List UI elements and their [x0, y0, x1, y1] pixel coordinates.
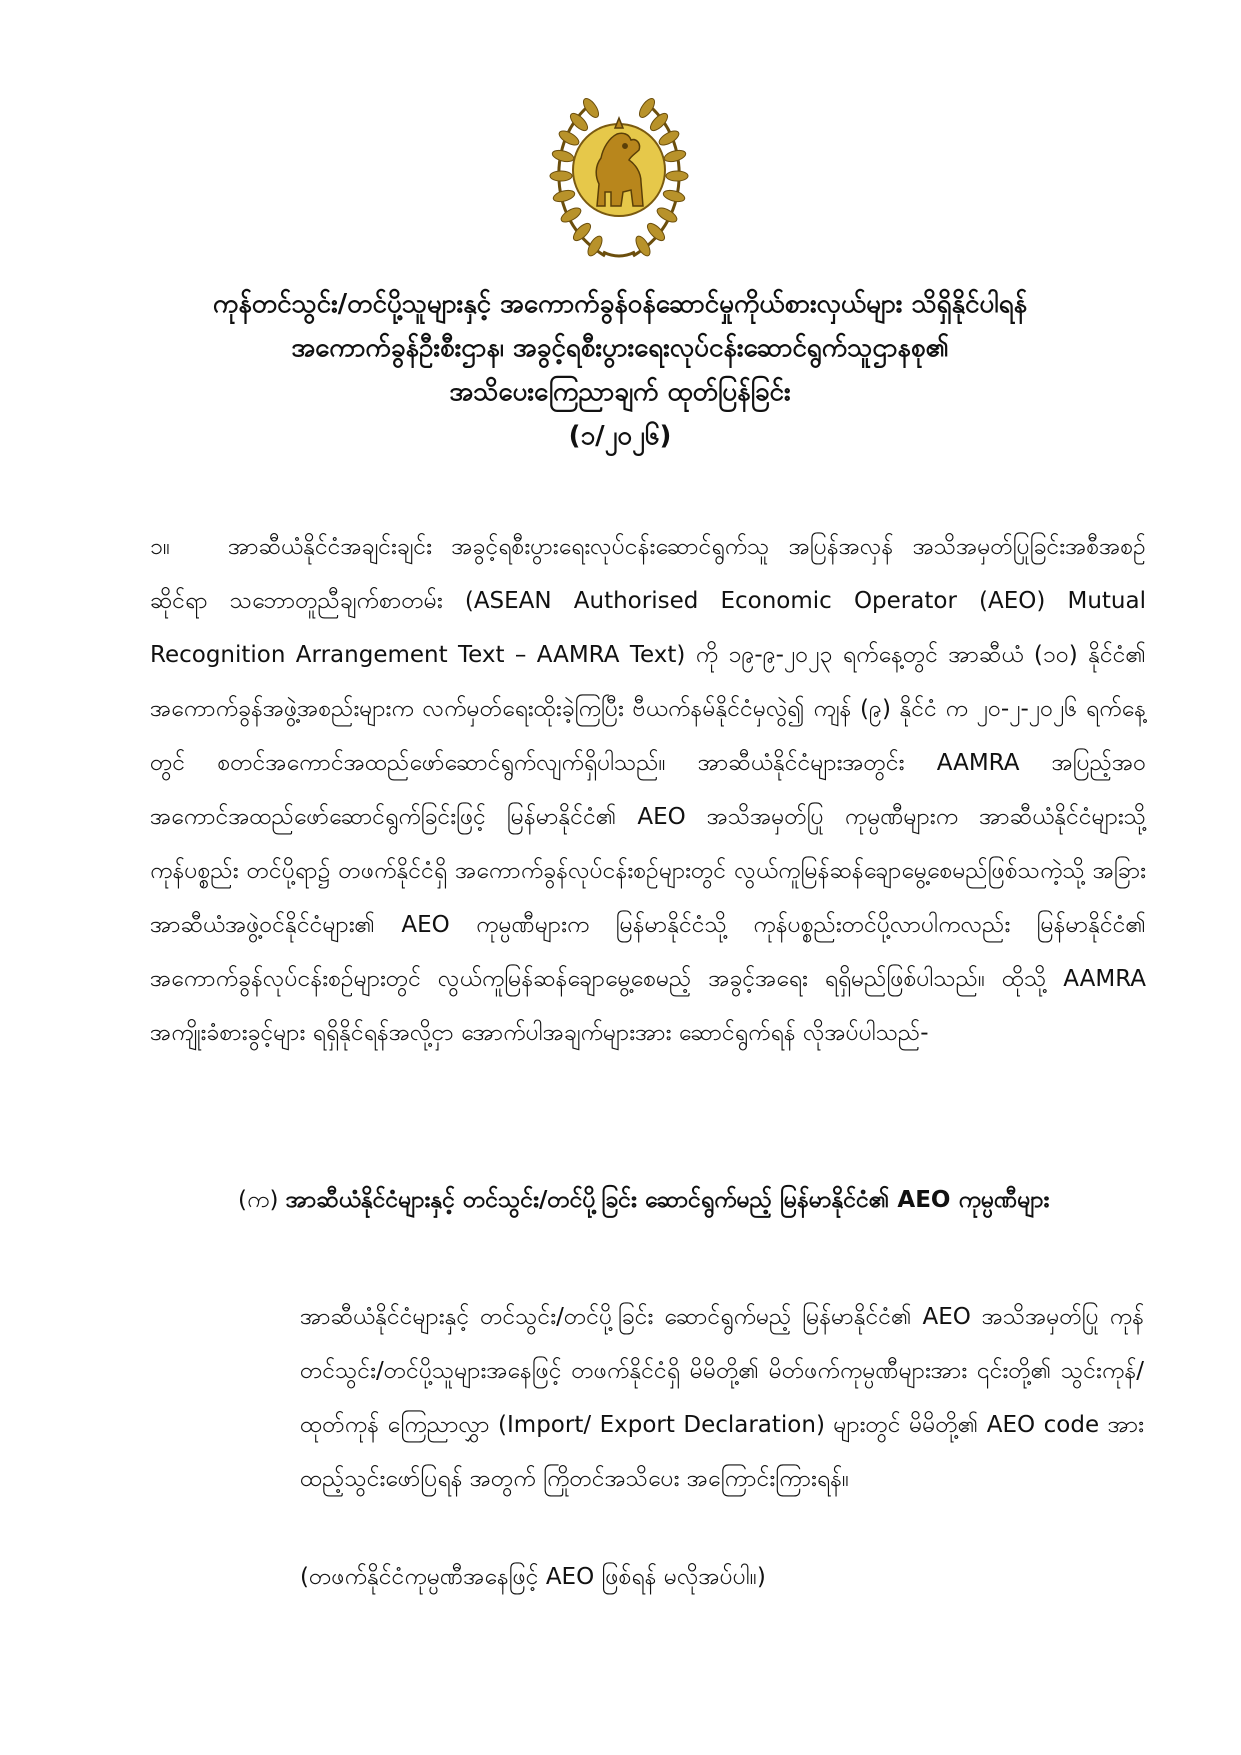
- sub-item-a-heading-text: အာဆီယံနိုင်ငံများနှင့် တင်သွင်း/တင်ပို့ခြင်း ဆောင်ရွက်မည့် မြန်မာနိုင်ငံ၏ AEO ကုမ္ပဏီများ: [285, 1187, 1050, 1213]
- notice-title: [120, 282, 1120, 458]
- sub-item-a-note: (တဖက်နိုင်ငံကုမ္ပဏီအနေဖြင့် AEO ဖြစ်ရန် မလိုအပ်ပါ။): [300, 1564, 766, 1590]
- title-line-2: အကောက်ခွန်ဦးစီးဌာန၊ အခွင့်ရစီးပွားရေးလုပ်ငန်းဆောင်ရွက်သူဌာနစု၏: [291, 333, 949, 363]
- sub-item-a-body: အာဆီယံနိုင်ငံများနှင့် တင်သွင်း/တင်ပို့ခြင်း ဆောင်ရွက်မည့် မြန်မာနိုင်ငံ၏ AEO အသိအမှတ်ပြု ကုန်တင်သွင်း/တင်ပို့သူများအနေဖြင့် တဖက်နိုင်ငံရှိ မိမိတို့၏ မိတ်ဖက်ကုမ္ပဏီများအား ၎င်းတို့၏ သွင်းကုန်/ထုတ်ကုန် ကြေညာလွှာ (Import/ Export Declaration) များတွင် မိမိတို့၏ AEO code အား ထည့်သွင်းဖော်ပြရန် အတွက် ကြိုတင်အသိပေး အကြောင်းကြားရန်။: [300, 1304, 1144, 1492]
- customs-emblem-icon: [545, 88, 693, 264]
- title-line-1: ကုန်တင်သွင်း/တင်ပို့သူများနှင့် အကောက်ခွန်ဝန်ဆောင်မှုကိုယ်စားလှယ်များ သိရှိနိုင်ပါရန်: [212, 289, 1028, 319]
- paragraph-1: [150, 520, 1146, 1060]
- notice-number: (၁/၂၀၂၆): [568, 421, 672, 451]
- paragraph-1-text: အာဆီယံနိုင်ငံအချင်းချင်း အခွင့်ရစီးပွားရေးလုပ်ငန်းဆောင်ရွက်သူ အပြန်အလှန် အသိအမှတ်ပြုခြင်းအစီအစဉ်ဆိုင်ရာ သဘောတူညီချက်စာတမ်း (ASEAN Authorised Economic Operator (AEO) Mutual Recognition Arrangement Text – AAMRA Text) ကို ၁၉-၉-၂၀၂၃ ရက်နေ့တွင် အာဆီယံ (၁၀) နိုင်ငံ၏ အကောက်ခွန်အဖွဲ့အစည်းများက လက်မှတ်ရေးထိုးခဲ့ကြပြီး ဗီယက်နမ်နိုင်ငံမှလွဲ၍ ကျန် (၉) နိုင်ငံ က ၂၀-၂-၂၀၂၆ ရက်နေ့တွင် စတင်အကောင်အထည်ဖော်ဆောင်ရွက်လျက်ရှိပါသည်။ အာဆီယံနိုင်ငံများအတွင်း AAMRA အပြည့်အဝ အကောင်အထည်ဖော်ဆောင်ရွက်ခြင်းဖြင့် မြန်မာနိုင်ငံ၏ AEO အသိအမှတ်ပြု ကုမ္ပဏီများက အာဆီယံနိုင်ငံများသို့ ကုန်ပစ္စည်း တင်ပို့ရာ၌ တဖက်နိုင်ငံရှိ အကောက်ခွန်လုပ်ငန်းစဉ်များတွင် လွယ်ကူမြန်ဆန်ချောမွေ့စေမည်ဖြစ်သကဲ့သို့ အခြားအာဆီယံအဖွဲ့ဝင်နိုင်ငံများ၏ AEO ကုမ္ပဏီများက မြန်မာနိုင်ငံသို့ ကုန်ပစ္စည်းတင်ပို့လာပါကလည်း မြန်မာနိုင်ငံ၏ အကောက်ခွန်လုပ်ငန်းစဉ်များတွင် လွယ်ကူမြန်ဆန်ချောမွေ့စေမည့် အခွင့်အရေး ရရှိမည်ဖြစ်ပါသည်။ ထိုသို့ AAMRA အကျိုးခံစားခွင့်များ ရရှိနိုင်ရန်အလို့ငှာ အောက်ပါအချက်များအား ဆောင်ရွက်ရန် လိုအပ်ပါသည်-: [150, 534, 1146, 1046]
- sub-item-a-label: (က): [238, 1187, 279, 1213]
- sub-item-a-heading: [238, 1173, 1144, 1227]
- title-line-3: အသိပေးကြေညာချက် ထုတ်ပြန်ခြင်း: [449, 377, 791, 407]
- paragraph-1-number: ၁။: [150, 534, 170, 560]
